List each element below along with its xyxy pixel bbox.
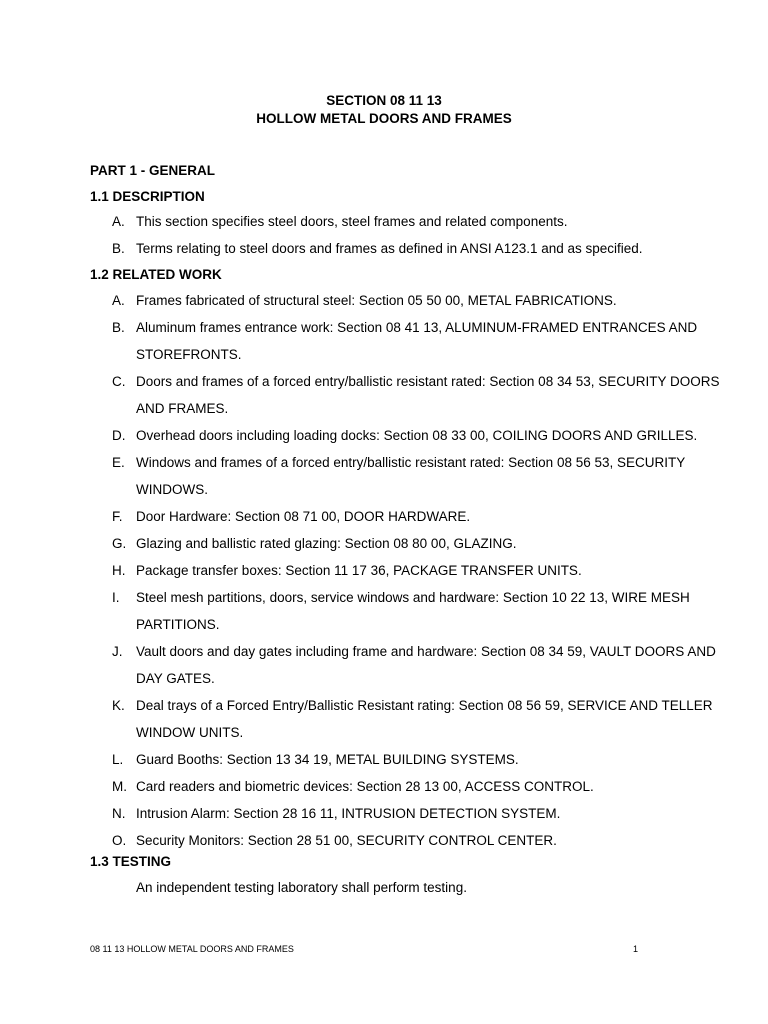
list-item-letter: M. xyxy=(112,779,127,794)
list-item-line: Deal trays of a Forced Entry/Ballistic Resistant rating: Section 08 56 59, SERVICE AND TELLER xyxy=(136,698,713,713)
list-item-letter: H. xyxy=(112,563,126,578)
list-item-line: STOREFRONTS. xyxy=(136,347,242,362)
list-item-text xyxy=(136,562,696,589)
list-item-line: This section specifies steel doors, steel frames and related components. xyxy=(136,214,568,229)
footer-page-number: 1 xyxy=(633,944,639,954)
list-item-line: Glazing and ballistic rated glazing: Section 08 80 00, GLAZING. xyxy=(136,536,517,551)
list-item-letter: L. xyxy=(112,752,124,767)
footer-title: 08 11 13 HOLLOW METAL DOORS AND FRAMES xyxy=(90,944,294,954)
list-item-letter: K. xyxy=(112,698,125,713)
list-item-letter: I. xyxy=(112,590,120,605)
list-item-letter: G. xyxy=(112,536,127,551)
list-item-line: WINDOWS. xyxy=(136,482,208,497)
part-heading: PART 1 - GENERAL xyxy=(90,163,216,178)
section-title: HOLLOW METAL DOORS AND FRAMES xyxy=(256,111,512,126)
list-item-letter: B. xyxy=(112,241,125,256)
testing-heading: 1.3 TESTING xyxy=(90,854,172,869)
list-item-letter: C. xyxy=(112,374,126,389)
description-heading: 1.1 DESCRIPTION xyxy=(90,189,205,204)
list-item-text xyxy=(136,240,696,267)
list-item-text xyxy=(136,643,716,697)
list-item-text xyxy=(136,427,696,454)
list-item-line: Guard Booths: Section 13 34 19, METAL BUILDING SYSTEMS. xyxy=(136,752,519,767)
list-item-text xyxy=(136,589,696,643)
list-item-text xyxy=(136,292,696,319)
list-item-line: Door Hardware: Section 08 71 00, DOOR HARDWARE. xyxy=(136,509,471,524)
list-item-letter: J. xyxy=(112,644,123,659)
list-item-text xyxy=(136,751,696,778)
related-work-heading: 1.2 RELATED WORK xyxy=(90,267,222,282)
list-item-letter: F. xyxy=(112,509,123,524)
list-item-letter: E. xyxy=(112,455,125,470)
list-item-text xyxy=(136,508,696,535)
list-item-text xyxy=(136,454,696,508)
list-item-line: Vault doors and day gates including frame and hardware: Section 08 34 59, VAULT DOORS AND xyxy=(136,644,716,659)
list-item-text xyxy=(136,213,696,240)
list-item-letter: N. xyxy=(112,806,126,821)
list-item-letter: O. xyxy=(112,833,127,848)
list-item-line: Card readers and biometric devices: Section 28 13 00, ACCESS CONTROL. xyxy=(136,779,594,794)
list-item-text xyxy=(136,319,696,373)
list-item-text xyxy=(136,373,720,427)
list-item-letter: A. xyxy=(112,293,125,308)
list-item-line: Aluminum frames entrance work: Section 08 41 13, ALUMINUM-FRAMED ENTRANCES AND xyxy=(136,320,698,335)
list-item-text xyxy=(136,778,696,805)
list-item-line: AND FRAMES. xyxy=(136,401,229,416)
list-item-line: Doors and frames of a forced entry/ballistic resistant rated: Section 08 34 53, SECURITY DOORS xyxy=(136,374,720,389)
list-item-letter: B. xyxy=(112,320,125,335)
list-item-line: Terms relating to steel doors and frames as defined in ANSI A123.1 and as specified. xyxy=(136,241,643,256)
list-item-line: Frames fabricated of structural steel: Section 05 50 00, METAL FABRICATIONS. xyxy=(136,293,617,308)
list-item-line: WINDOW UNITS. xyxy=(136,725,244,740)
list-item-letter: A. xyxy=(112,214,125,229)
list-item-text xyxy=(136,535,696,562)
list-item-line: Intrusion Alarm: Section 28 16 11, INTRUSION DETECTION SYSTEM. xyxy=(136,806,561,821)
testing-text: An independent testing laboratory shall perform testing. xyxy=(136,880,467,895)
list-item-line: Security Monitors: Section 28 51 00, SECURITY CONTROL CENTER. xyxy=(136,833,557,848)
list-item-line: PARTITIONS. xyxy=(136,617,220,632)
list-item-text xyxy=(136,805,696,832)
list-item-line: Steel mesh partitions, doors, service windows and hardware: Section 10 22 13, WIRE MESH xyxy=(136,590,690,605)
list-item-line: Windows and frames of a forced entry/ballistic resistant rated: Section 08 56 53, SECURITY xyxy=(136,455,686,470)
list-item-line: Overhead doors including loading docks: Section 08 33 00, COILING DOORS AND GRILLES. xyxy=(136,428,698,443)
list-item-line: DAY GATES. xyxy=(136,671,215,686)
list-item-letter: D. xyxy=(112,428,126,443)
list-item-text xyxy=(136,697,713,751)
section-number: SECTION 08 11 13 xyxy=(326,93,442,108)
list-item-text xyxy=(136,832,696,859)
list-item-line: Package transfer boxes: Section 11 17 36, PACKAGE TRANSFER UNITS. xyxy=(136,563,582,578)
